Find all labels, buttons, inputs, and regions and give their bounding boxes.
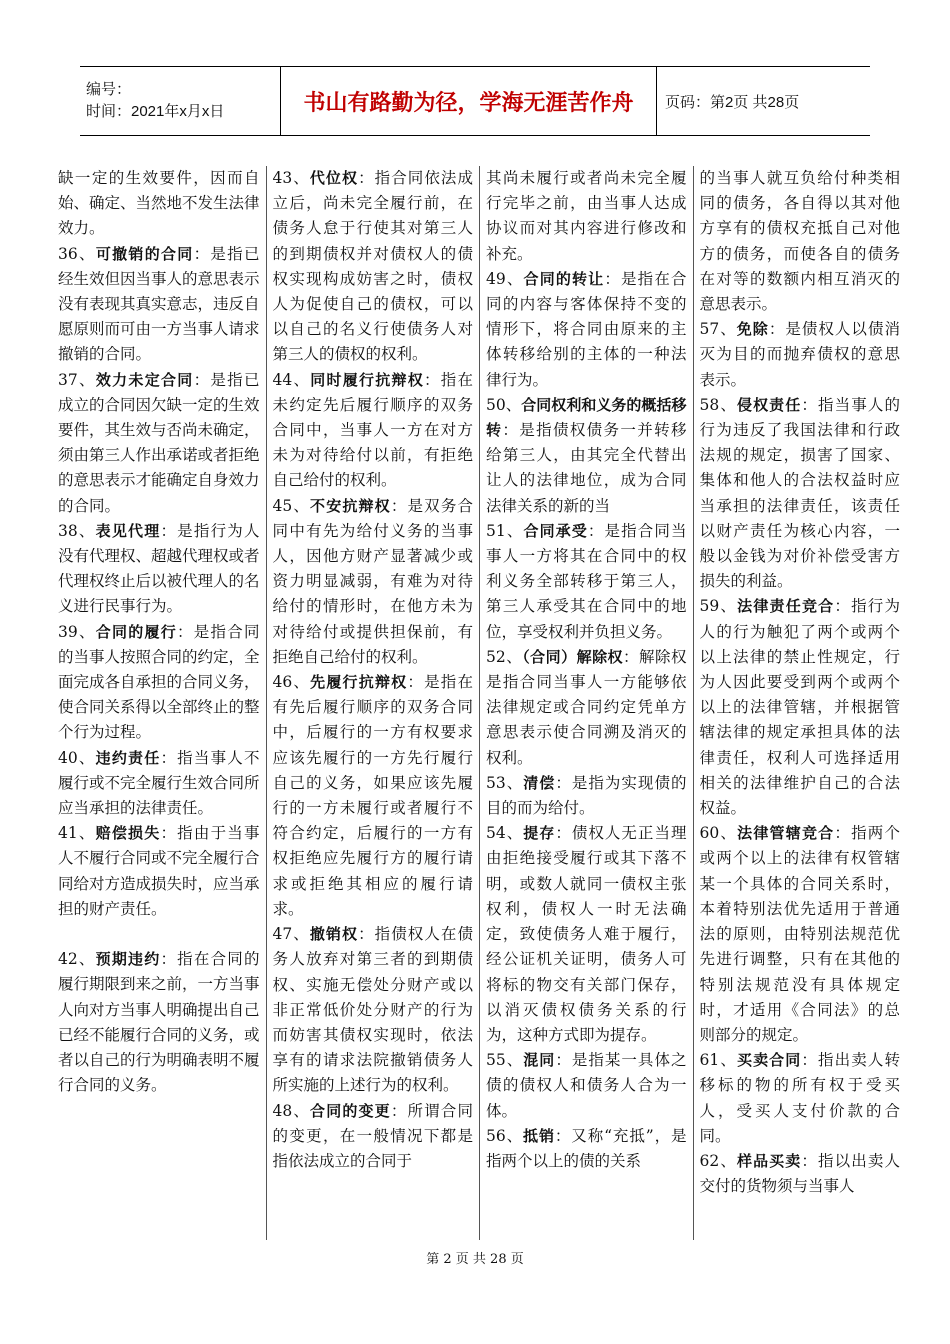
entry-definition: ：是指已成立的合同因欠缺一定的生效要件，其生效与否尚未确定，须由第三人作出承诺或者拒绝的意思表示才能确定自身效力的合同。: [58, 370, 260, 515]
glossary-column-2: [266, 166, 480, 1240]
entry-term: 抵销: [523, 1126, 555, 1145]
glossary-entry: [486, 393, 687, 519]
glossary-entry: [273, 494, 474, 670]
entry-number: 53、: [486, 773, 524, 792]
entry-term: （合同）解除权: [522, 647, 624, 666]
entry-spacer: [58, 922, 260, 947]
header-page-cell: [657, 67, 870, 135]
glossary-entry: [58, 746, 260, 822]
entry-number: 56、: [486, 1126, 524, 1145]
entry-definition: ：是指合同当事人一方将其在合同中的权利义务全部转移于第三人，第三人承受其在合同中的地位，享受权利并负担义务。: [486, 521, 687, 641]
entry-number: 38、: [58, 521, 96, 540]
entry-term: 合同的履行: [95, 622, 177, 641]
entry-definition: ：是指行为人没有代理权、超越代理权或者代理权终止后以被代理人的名义进行民事行为。: [58, 521, 260, 616]
entry-term: 可撤销的合同: [95, 244, 194, 263]
document-date-label: 时间：2021年x月x日: [86, 103, 225, 120]
entry-number: 42、: [58, 950, 96, 969]
glossary-entry: [700, 393, 901, 595]
entry-number: 61、: [699, 1051, 737, 1070]
glossary-entry: [486, 519, 687, 645]
entry-definition: ：指行为人的行为触犯了两个或两个以上法律的禁止性规定，行为人因此要受到两个或两个以上的法律管辖，并根据管辖法律的规定承担具体的法律责任，权利人可选择适用相关的法律维护自己的合法权益。: [699, 597, 900, 818]
entry-term: 买卖合同: [736, 1051, 802, 1070]
glossary-entry: [700, 594, 901, 821]
entry-term: 代位权: [309, 169, 359, 187]
glossary-entry: [273, 368, 474, 494]
entry-term: 提存: [523, 824, 556, 843]
entry-term: 合同承受: [523, 521, 588, 540]
glossary-entry: [58, 166, 260, 242]
entry-number: 54、: [486, 824, 524, 843]
entry-number: 59、: [699, 597, 738, 616]
entry-definition: ：是指已经生效但因当事人的意思表示没有表现其真实意志，违反自愿原则而可由一方当事人请求撤销的合同。: [58, 244, 260, 364]
glossary-entry: [273, 922, 474, 1098]
entry-number: 39、: [58, 622, 96, 641]
glossary-entry: [486, 771, 687, 821]
entry-definition: 的当事人就互负给付种类相同的债务，各自得以其对他方享有的债权充抵自己对他方的债务，而使各自的债务在对等的数额内相互消灭的意思表示。: [699, 169, 900, 314]
entry-number: 41、: [58, 824, 96, 843]
entry-definition: ：指债权人在债务人放弃对第三者的到期债权、实施无偿处分财产或以非正常低价处分财产的行为而妨害其债权实现时，依法享有的请求法院撤销债务人所实施的上述行为的权利。: [272, 925, 473, 1095]
entry-definition: ：是指为实现债的目的而为给付。: [486, 773, 687, 818]
entry-definition: ：指出卖人转移标的物的所有权于受买人，受买人支付价款的合同。: [699, 1051, 900, 1145]
entry-term: 表见代理: [95, 521, 161, 540]
glossary-entry: [58, 519, 260, 620]
entry-definition: ：是指某一具体之债的债权人和债务人合为一体。: [486, 1051, 687, 1120]
page-header: [80, 66, 870, 136]
entry-definition: ：指合同依法成立后，尚未完全履行前，在债务人怠于行使其对第三人的到期债权并对债权人的债权实现构成妨害之时，债权人为促使自己的债权，可以以自己的名义行使债务人对第三人的债权的权利。: [272, 169, 473, 364]
glossary-entry: [486, 1048, 687, 1124]
entry-term: 合同的变更: [310, 1101, 391, 1120]
glossary-entry: [700, 166, 901, 317]
entry-number: 43、: [272, 169, 310, 187]
entry-number: 37、: [58, 370, 96, 389]
glossary-entry: [273, 670, 474, 922]
glossary-entry: [58, 620, 260, 746]
entry-number: 36、: [58, 244, 96, 263]
entry-term: 违约责任: [95, 748, 161, 767]
entry-term: 清偿: [523, 773, 556, 792]
entry-number: 51、: [486, 521, 524, 540]
entry-definition: ：指在未约定先后履行顺序的双务合同中，当事人一方在对方未为对待给付以前，有拒绝自己给付的权利。: [272, 370, 473, 490]
entry-definition: ：所谓合同的变更，在一般情况下都是指依法成立的合同于: [272, 1101, 473, 1170]
entry-term: 效力未定合同: [95, 370, 194, 389]
glossary-column-1: [52, 166, 266, 1240]
entry-definition: ：是债权人以债消灭为目的而抛弃债权的意思表示。: [699, 320, 900, 389]
glossary-entry: [486, 645, 687, 771]
glossary-entry: [700, 1149, 901, 1199]
page-footer: 第 2 页 共 28 页: [426, 1252, 524, 1267]
entry-number: 60、: [699, 824, 738, 843]
entry-number: 58、: [699, 395, 737, 414]
entry-definition: ：是指在有先后履行顺序的双务合同中，后履行的一方有权要求应该先履行的一方先行履行自己的义务，如果应该先履行的一方未履行或者履行不符合约定，后履行的一方有权拒绝应先履行方的履行请求或拒绝其相应的履行请求。: [272, 673, 473, 918]
entry-term: 法律责任竞合: [737, 597, 835, 616]
entry-definition: ：指当事人的行为违反了我国法律和行政法规的规定，损害了国家、集体和他人的合法权益时应当承担的法律责任，该责任以财产责任为核心内容，一般以金钱为对价补偿受害方损失的利益。: [699, 395, 900, 591]
entry-definition: ：指在合同的履行期限到来之前，一方当事人向对方当事人明确提出自己已经不能履行合同的义务，或者以自己的行为明确表明不履行合同的义务。: [58, 950, 260, 1095]
entry-number: 57、: [699, 320, 737, 339]
glossary-column-3: [479, 166, 693, 1240]
header-page-label: 页码：第2页 共28页: [665, 93, 800, 111]
entry-number: 49、: [486, 269, 524, 288]
entry-term: 预期违约: [95, 950, 161, 969]
entry-term: 法律管辖竞合: [737, 824, 835, 843]
glossary-entry: [58, 821, 260, 922]
entry-term: 先履行抗辩权: [310, 673, 408, 692]
glossary-entry: [700, 317, 901, 393]
entry-number: 40、: [58, 748, 96, 767]
glossary-entry: [58, 368, 260, 519]
glossary-entry: [273, 1099, 474, 1175]
glossary-entry: [486, 1124, 687, 1174]
entry-number: 46、: [272, 673, 311, 692]
entry-number: 47、: [272, 925, 310, 944]
entry-term: 撤销权: [309, 925, 359, 944]
entry-number: 44、: [272, 370, 311, 389]
entry-definition: ：又称“充抵”，是指两个以上的债的关系: [486, 1126, 687, 1170]
header-motto: 书山有路勤为径，学海无涯苦作舟: [303, 90, 634, 116]
glossary-entry: [58, 242, 260, 368]
entry-term: 免除: [736, 320, 769, 339]
entry-number: 48、: [272, 1101, 311, 1120]
entry-number: 52、: [486, 647, 523, 666]
entry-definition: ：指两个或两个以上的法律有权管辖某一个具体的合同关系时，本着特别法优先适用于普通法的原则，由特别法规范优先进行调整，只有在其他的特别法规范没有具体规定时，才适用《合同法》的总则部分的规定。: [699, 824, 900, 1044]
entry-definition: ：解除权是指合同当事人一方能够依法律规定或合同约定凭单方意思表示使合同溯及消灭的权利。: [486, 647, 687, 767]
entry-definition: 缺一定的生效要件，因而自始、确定、当然地不发生法律效力。: [58, 169, 260, 238]
entry-number: 62、: [699, 1151, 737, 1170]
glossary-entry: [486, 821, 687, 1048]
entry-definition: ：指以出卖人交付的货物须与当事人: [699, 1151, 900, 1196]
entry-number: 50、: [486, 395, 522, 414]
document-number-label: 编号：: [86, 81, 132, 98]
entry-term: 合同权利和义务的概括移转: [486, 395, 687, 440]
entry-term: 样品买卖: [736, 1151, 802, 1170]
entry-definition: ：债权人无正当理由拒绝接受履行或其下落不明，或数人就同一债权主张权利，债权人一时无法确定，致使债务人难于履行，经公证机关证明，债务人可将标的物交有关部门保存，以消灭债权债务关系的行为，这种方式即为提存。: [486, 824, 687, 1044]
entry-term: 同时履行抗辩权: [310, 370, 424, 389]
entry-term: 不安抗辩权: [310, 496, 391, 515]
glossary-column-4: [693, 166, 907, 1240]
header-meta: [80, 67, 281, 135]
entry-term: 混同: [523, 1051, 556, 1070]
header-motto-cell: [281, 67, 657, 135]
glossary-entry: [273, 166, 474, 368]
entry-definition: 其尚未履行或者尚未完全履行完毕之前，由当事人达成协议而对其内容进行修改和补充。: [486, 169, 687, 263]
entry-term: 赔偿损失: [95, 824, 161, 843]
entry-definition: ：是指合同的当事人按照合同的约定，全面完成各自承担的合同义务，使合同关系得以全部终止的整个行为过程。: [58, 622, 260, 742]
glossary-entry: [700, 821, 901, 1048]
entry-term: 侵权责任: [736, 395, 802, 414]
entry-definition: ：是双务合同中有先为给付义务的当事人，因他方财产显著减少或资力明显减弱，有难为对待给付的情形时，在他方未为对待给付或提供担保前，有拒绝自己给付的权利。: [272, 496, 473, 666]
entry-number: 55、: [486, 1051, 524, 1070]
entry-term: 合同的转让: [523, 269, 605, 288]
glossary-columns: [52, 166, 906, 1240]
glossary-entry: [486, 267, 687, 393]
glossary-entry: [58, 947, 260, 1098]
entry-definition: ：是指债权债务一并转移给第三人，由其完全代替出让人的法律地位，成为合同法律关系的新的当: [486, 421, 687, 515]
glossary-entry: [486, 166, 687, 267]
entry-number: 45、: [272, 496, 311, 515]
entry-definition: ：指由于当事人不履行合同或不完全履行合同给对方造成损失时，应当承担的财产责任。: [58, 824, 260, 918]
entry-definition: ：指当事人不履行或不完全履行生效合同所应当承担的法律责任。: [58, 748, 260, 818]
entry-definition: ：是指在合同的内容与客体保持不变的情形下，将合同由原来的主体转移给别的主体的一种法律行为。: [486, 269, 687, 389]
glossary-entry: [700, 1048, 901, 1149]
